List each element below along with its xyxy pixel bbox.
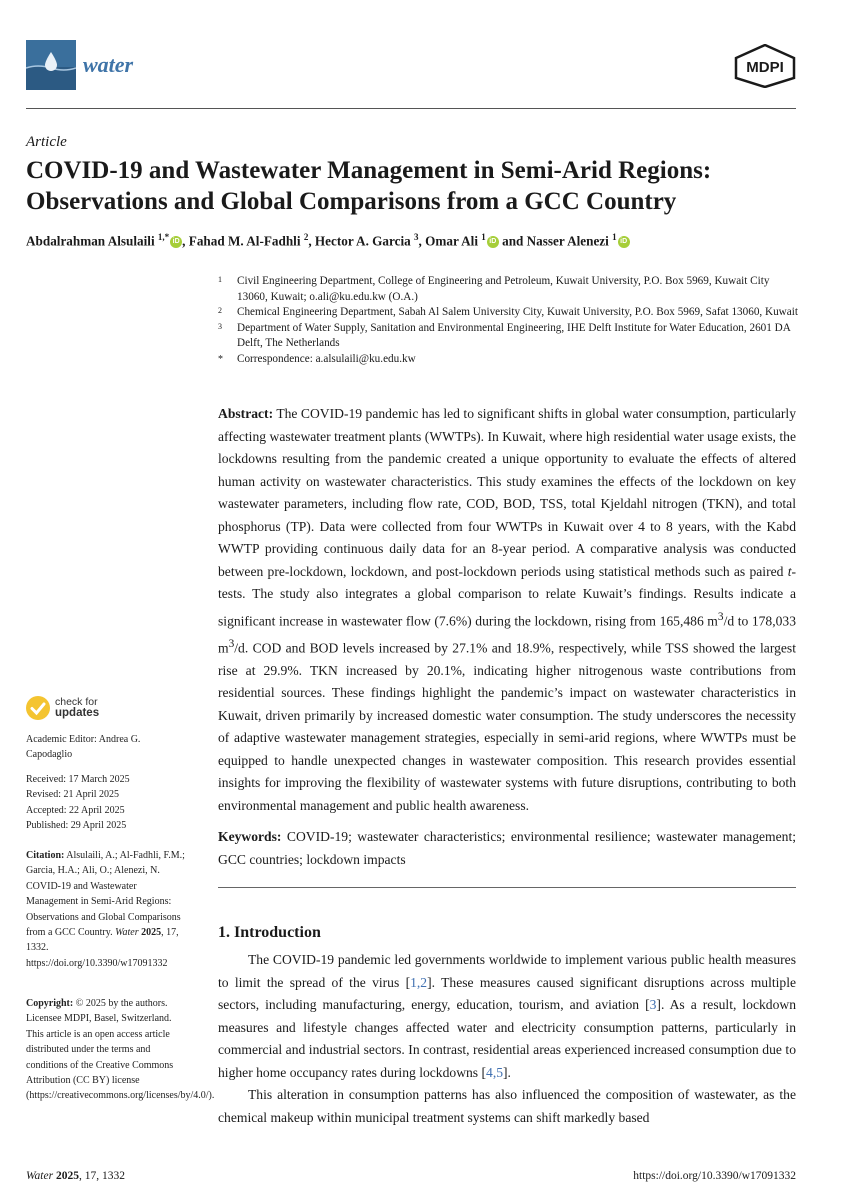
author-affil-sup: 1	[481, 232, 486, 242]
section-divider	[218, 887, 796, 888]
author-name[interactable]: Hector A. Garcia	[314, 233, 411, 249]
revised-date: Revised: 21 April 2025	[26, 789, 120, 801]
affiliation-text: Department of Water Supply, Sanitation and Environmental Engineering, IHE Delft Institute for Water Education, 2601 DA Delft, The Netherlands	[237, 321, 791, 349]
citation-block	[26, 848, 186, 971]
author-separator: ,	[308, 233, 315, 249]
author-separator: ,	[418, 233, 426, 249]
affiliation-item	[218, 321, 798, 352]
keywords-label: Keywords:	[218, 829, 282, 844]
author-separator: and	[498, 233, 527, 249]
abstract-text: -tests. The study also integrates a global comparison to relate Kuwait’s findings. Results indicate a significant increase in wastewater flow (7.6%) during the lockdown, rising from 165,486 m	[218, 563, 796, 629]
footer-citation	[26, 1170, 125, 1182]
affiliation-item	[218, 352, 798, 368]
affiliation-item	[218, 305, 798, 321]
copyright-label: Copyright:	[26, 998, 74, 1009]
paragraph	[218, 949, 796, 1084]
publication-dates	[26, 772, 186, 834]
footer-volume: , 17, 1332	[78, 1170, 125, 1182]
citation-link[interactable]: 4,5	[486, 1064, 504, 1080]
author-list	[26, 232, 816, 249]
article-title	[26, 155, 806, 217]
published-date: Published: 29 April 2025	[26, 820, 127, 832]
academic-editor	[26, 732, 186, 763]
affiliation-number: 1	[218, 275, 222, 284]
affiliation-number: 3	[218, 321, 222, 331]
mdpi-logo-icon	[734, 44, 796, 93]
orcid-icon[interactable]: iD	[487, 236, 499, 248]
check-updates-icon	[26, 696, 50, 720]
citation-link[interactable]: 1,2	[410, 974, 428, 990]
abstract-text: /d to 178,033 m	[218, 613, 797, 656]
paragraph: This alteration in consumption patterns has also influenced the composition of wastewater, as the chemical makeup within municipal treatment systems can shift markedly based	[218, 1087, 796, 1125]
author-separator: ,	[182, 233, 189, 249]
citation-doi[interactable]: , 17, 1332. https://doi.org/10.3390/w17091332	[26, 927, 179, 969]
author-name[interactable]: Nasser Alenezi	[526, 233, 609, 249]
water-logo-icon	[26, 40, 76, 90]
affiliation-item	[218, 274, 798, 305]
keywords-text: COVID-19; wastewater characteristics; environmental resilience; wastewater management; GCC countries; lockdown impacts	[218, 829, 796, 867]
abstract-text: /d. COD and BOD levels increased by 27.1% and 18.9%, respectively, while TSS showed the largest rise at 29.9%. TKN increased by 20.1%, indicating higher nitrogenous waste contributions from residential sources. These findings highlight the pandemic’s impact on wastewater characteristics in Kuwait, driven primarily by increased domestic water consumption. The study underscores the necessity of adaptive wastewater management strategies, especially in semi-arid regions, where WWTPs must be equipped to handle unexpected changes in wastewater composition. This research provides essential insights for improving the flexibility of wastewater systems with future disruptions, contributing to both environmental management and public health awareness.	[218, 640, 796, 813]
abstract-sup: 3	[228, 637, 235, 650]
paragraph-text: ]. These measures caused significant disruptions across multiple sectors, including manufacturing, energy, education, tourism, and aviation [	[218, 974, 797, 1012]
editor-label: Academic Editor:	[26, 734, 97, 745]
footer-journal: Water	[26, 1170, 54, 1182]
paragraph-text: The COVID-19 pandemic led governments worldwide to implement various public health measures to limit the spread of the virus [	[218, 952, 796, 990]
header-divider	[26, 108, 796, 109]
affiliation-text: Chemical Engineering Department, Sabah Al Salem University City, Kuwait University, P.O. Box 5969, Safat 13060, Kuwait	[237, 306, 798, 318]
copyright-text: © 2025 by the authors. Licensee MDPI, Basel, Switzerland. This article is an open access article distributed under the terms and conditions of the Creative Commons Attribution (CC BY) license (https://creativecommons.org/licenses/by/4.0/).	[26, 998, 215, 1102]
abstract-italic-t: t	[787, 563, 792, 579]
citation-year: 2025	[138, 927, 162, 939]
paragraph-text: ]. As a result, lockdown measures and lifestyle changes affected water and electricity consumption patterns, particularly in commercial and industrial sectors. In contrast, residential areas experienced increased consumption due to higher home occupancy rates during lockdowns [	[218, 997, 796, 1080]
abstract-sup: 3	[717, 610, 724, 623]
citation-link[interactable]: 3	[649, 997, 657, 1012]
article-type: Article	[26, 134, 67, 150]
author-affil-sup: 3	[414, 232, 419, 242]
journal-name: water	[83, 52, 134, 77]
received-date: Received: 17 March 2025	[26, 774, 130, 785]
keywords	[218, 826, 796, 871]
accepted-date: Accepted: 22 April 2025	[26, 804, 125, 816]
correspondence-text[interactable]: Correspondence: a.alsulaili@ku.edu.kw	[237, 352, 416, 365]
affiliation-number: 2	[218, 306, 222, 315]
affiliation-text: Civil Engineering Department, College of Engineering and Petroleum, Kuwait University, P.O. Box 5969, Kuwait City 13060, Kuwait; o.ali@ku.edu.kw (O.A.)	[237, 275, 770, 303]
introduction-body	[218, 949, 796, 1129]
affiliations	[218, 274, 798, 367]
title-line-1: COVID-19 and Wastewater Management in Semi-Arid Regions:	[26, 157, 712, 184]
author-affil-sup: 2	[303, 232, 309, 242]
title-line-2: Observations and Global Comparisons from a GCC Country	[26, 188, 677, 215]
citation-text: Alsulaili, A.; Al-Fadhli, F.M.; Garcia, H.A.; Ali, O.; Alenezi, N. COVID-19 and Wastewater Management in Semi-Arid Regions: Observations and Global Comparisons from a GCC Country.	[26, 850, 185, 939]
author-name[interactable]: Omar Ali	[425, 233, 478, 249]
author-affil-sup: 1,*	[157, 232, 170, 242]
orcid-icon[interactable]: iD	[618, 236, 630, 248]
editor-name: Andrea G. Capodaglio	[26, 734, 141, 761]
affiliation-number: *	[218, 353, 223, 365]
footer-year: 2025	[53, 1170, 79, 1182]
paragraph-text: ].	[503, 1064, 511, 1080]
abstract-text: The COVID-19 pandemic has led to significant shifts in global water consumption, particularly affecting wastewater treatment plants (WWTPs). In Kuwait, where high residential water usage exists, the lockdowns resulting from the pandemic created a unique opportunity to evaluate the effects of altered human activity on wastewater characteristics. This study examines the effects of the lockdown on key wastewater parameters, including flow rate, COD, BOD, TSS, total Kjeldahl nitrogen (TKN), and total phosphorus (TP). Data were collected from four WWTPs in Kuwait over 4 to 8 years, with the Kabd WWTP providing continuous daily data for an 8-year period. A comparative analysis was conducted between pre-lockdown, lockdown, and post-lockdown periods using statistical methods such as paired	[218, 406, 796, 579]
footer-doi-link[interactable]: https://doi.org/10.3390/w17091332	[633, 1170, 796, 1182]
orcid-icon[interactable]: iD	[170, 236, 182, 248]
check-for-updates-badge[interactable]	[26, 696, 166, 724]
mdpi-logo-text: MDPI	[746, 59, 784, 76]
citation-journal: Water	[115, 927, 139, 939]
author-name[interactable]: Abdalrahman Alsulaili	[26, 233, 155, 249]
citation-label: Citation:	[26, 850, 65, 861]
check-updates-line2: updates	[55, 707, 100, 719]
abstract-label: Abstract:	[218, 406, 274, 421]
copyright-block	[26, 996, 215, 1104]
journal-header	[26, 40, 796, 110]
section-heading: 1. Introduction	[218, 924, 321, 941]
check-updates-line1: check for	[55, 696, 98, 708]
author-affil-sup: 1	[612, 232, 617, 242]
abstract	[218, 403, 796, 817]
author-name[interactable]: Fahad M. Al-Fadhli	[188, 233, 301, 249]
